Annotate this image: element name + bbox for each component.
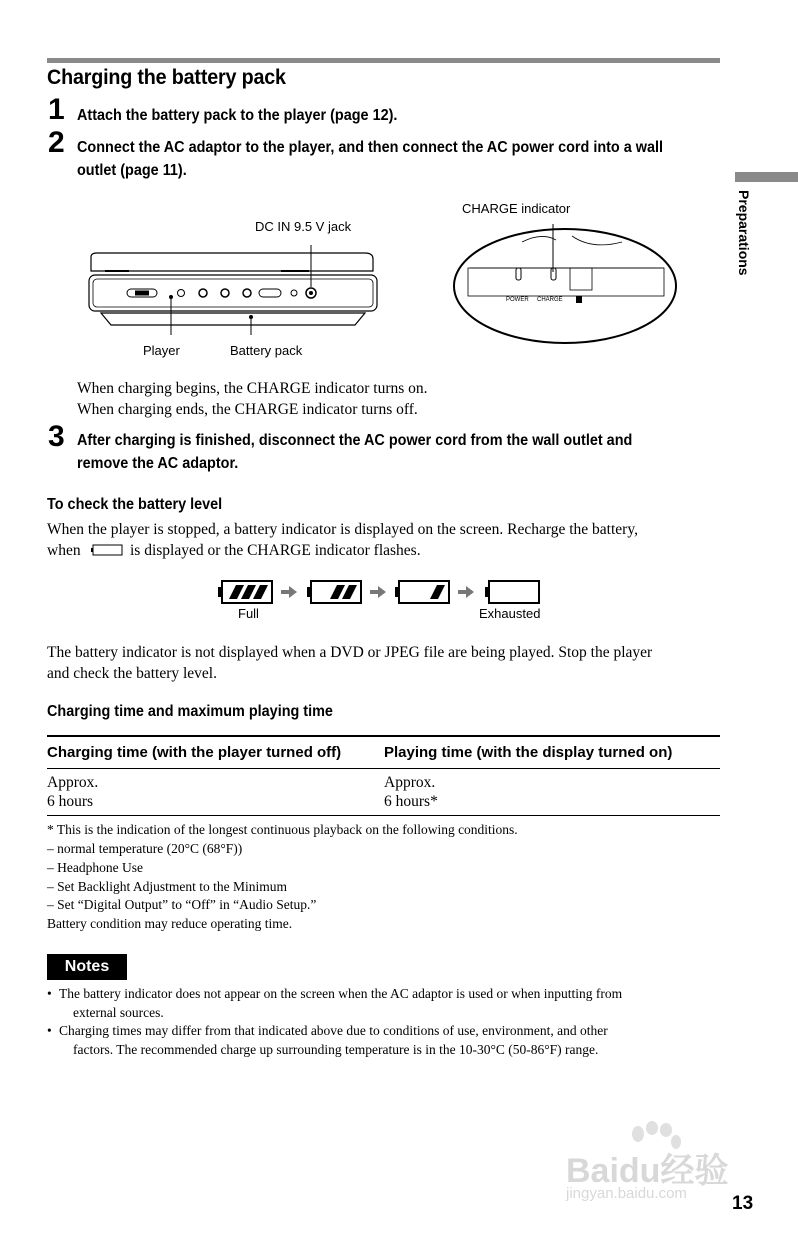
note-2-line1: Charging times may differ from that indicated above due to conditions of use, environment, and other	[59, 1023, 608, 1038]
player-illustration	[85, 245, 385, 335]
step-3-number: 3	[48, 420, 65, 453]
notes-badge: Notes	[47, 954, 127, 980]
exhausted-label: Exhausted	[479, 606, 541, 621]
footnote-line: – Set “Digital Output” to “Off” in “Audio Setup.”	[47, 897, 317, 912]
watermark-brand: Baidu经验	[566, 1152, 729, 1190]
charge-indicator-label: CHARGE indicator	[462, 201, 571, 216]
sidebar-tab-label: Preparations	[736, 190, 752, 276]
top-rule	[47, 58, 720, 63]
battery-full-icon	[218, 581, 272, 603]
battery-empty-icon	[485, 581, 539, 603]
step-2-text-line2: outlet (page 11).	[77, 162, 187, 179]
note-1-line2: external sources.	[73, 1005, 164, 1020]
note-2-line2: factors. The recommended charge up surrounding temperature is in the 10-30°C (50-86°F) range.	[73, 1042, 599, 1057]
footnote-line: Battery condition may reduce operating time.	[47, 916, 293, 931]
sidebar-tab-bar	[735, 172, 798, 182]
battery-note-line1: The battery indicator is not displayed when a DVD or JPEG file are being played. Stop the player	[47, 644, 653, 661]
section-title: Charging the battery pack	[47, 66, 286, 89]
footnote-line: * This is the indication of the longest continuous playback on the following conditions.	[47, 822, 518, 837]
battery-level-line1: When the player is stopped, a battery indicator is displayed on the screen. Recharge the battery,	[47, 521, 638, 538]
step-3-text-line2: remove the AC adaptor.	[77, 455, 239, 472]
full-label: Full	[238, 606, 259, 621]
step-3-text-line1: After charging is finished, disconnect the AC power cord from the wall outlet and	[77, 432, 633, 449]
empty-battery-icon	[90, 543, 124, 557]
charge-text: CHARGE	[537, 297, 563, 303]
step-2-text-line1: Connect the AC adaptor to the player, and then connect the AC power cord into a wall	[77, 139, 664, 156]
charging-begins-text: When charging begins, the CHARGE indicator turns on.	[77, 380, 428, 397]
table-col2-line1: Approx.	[384, 774, 436, 791]
step-1-text: Attach the battery pack to the player (page 12).	[77, 107, 398, 124]
table-col2-line2: 6 hours*	[384, 793, 438, 810]
footnote-line: – Set Backlight Adjustment to the Minimum	[47, 879, 287, 894]
battery-one-third-icon	[395, 581, 449, 603]
table-bottom-rule	[47, 815, 720, 816]
battery-level-heading: To check the battery level	[47, 496, 223, 513]
table-col1-line1: Approx.	[47, 774, 99, 791]
table-col2-header: Playing time (with the display turned on)	[384, 744, 673, 761]
battery-note-line2: and check the battery level.	[47, 665, 217, 682]
footnote-line: – Headphone Use	[47, 860, 143, 875]
step-2-number: 2	[48, 126, 65, 159]
note-1-line1: The battery indicator does not appear on the screen when the AC adaptor is used or when inputting from	[59, 986, 623, 1001]
table-top-rule	[47, 735, 720, 737]
arrow-right-icon	[281, 586, 297, 598]
page-number: 13	[732, 1193, 754, 1214]
step-1-number: 1	[48, 93, 65, 126]
player-label: Player	[143, 343, 180, 358]
bullet-icon: •	[47, 1023, 52, 1038]
charging-table-heading: Charging time and maximum playing time	[47, 703, 333, 720]
battery-level-line2-post: is displayed or the CHARGE indicator flashes.	[130, 542, 421, 559]
battery-level-sequence	[217, 578, 543, 606]
watermark-url: jingyan.baidu.com	[566, 1185, 687, 1202]
bullet-icon: •	[47, 986, 52, 1001]
table-col1-header: Charging time (with the player turned off)	[47, 744, 342, 761]
dc-in-label: DC IN 9.5 V jack	[255, 219, 352, 234]
arrow-right-icon	[370, 586, 386, 598]
charge-indicator-closeup	[452, 222, 680, 346]
table-col1-line2: 6 hours	[47, 793, 94, 810]
charging-ends-text: When charging ends, the CHARGE indicator turns off.	[77, 401, 418, 418]
arrow-right-icon	[458, 586, 474, 598]
battery-two-thirds-icon	[307, 581, 361, 603]
table-header-rule	[47, 768, 720, 769]
power-text: POWER	[506, 297, 529, 303]
battery-level-line2-pre: when	[47, 542, 81, 559]
sidebar-tab	[726, 190, 756, 280]
battery-pack-label: Battery pack	[230, 343, 303, 358]
footnote-line: – normal temperature (20°C (68°F))	[47, 841, 243, 856]
